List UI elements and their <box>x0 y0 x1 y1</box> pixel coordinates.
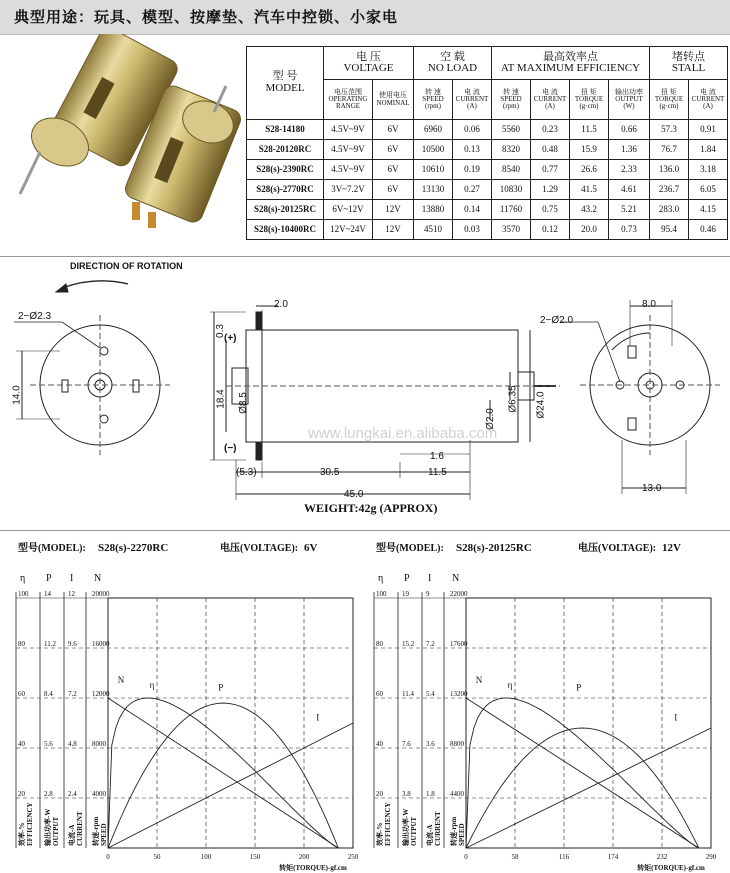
y-tick-label: 8.4 <box>44 690 53 698</box>
table-cell: 5560 <box>492 120 531 140</box>
x-tick-label: 250 <box>347 853 359 861</box>
y-tick-label: 100 <box>18 590 29 598</box>
y-caption-en: EFFICIENCY <box>26 802 34 846</box>
y-tick-label: 13200 <box>450 690 468 698</box>
current-curve <box>108 723 353 848</box>
y-caption: 效率-% <box>18 822 26 846</box>
table-cell: 0.91 <box>689 120 728 140</box>
y-tick-label: 8000 <box>92 740 106 748</box>
sub-noload-speed: 转 速 SPEED (rpm) <box>414 80 453 120</box>
y-tick-label: 4400 <box>450 790 464 798</box>
x-tick-label: 200 <box>298 853 310 861</box>
y-tick-label: 40 <box>18 740 25 748</box>
axis-symbol: I <box>70 573 74 584</box>
sub-eff-output: 输出功率 OUTPUT (W) <box>609 80 650 120</box>
y-tick-label: 1.8 <box>426 790 435 798</box>
table-row <box>247 180 728 200</box>
table-row <box>247 120 728 140</box>
y-tick-label: 5.4 <box>426 690 435 698</box>
table-cell: 6V <box>373 140 414 160</box>
dim-right-top: 8.0 <box>642 299 656 310</box>
table-cell: 43.2 <box>570 200 609 220</box>
spec-table-body <box>247 120 728 240</box>
dim-side-top-dim: 2.0 <box>274 299 288 310</box>
table-row <box>247 160 728 180</box>
dim-side-left-dim: 0.3 <box>214 324 226 338</box>
table-cell: 1.84 <box>689 140 728 160</box>
table-row <box>247 200 728 220</box>
axis-symbol: N <box>94 573 102 584</box>
y-tick-label: 7.2 <box>68 690 77 698</box>
y-caption: 效率-% <box>376 822 384 846</box>
y-tick-label: 12 <box>68 590 75 598</box>
sub-eff-torque: 扭 矩 TORQUE (g·cm) <box>570 80 609 120</box>
power-curve <box>108 703 338 848</box>
dim-d-85: Ø8.5 <box>237 392 249 414</box>
table-cell: 236.7 <box>650 180 689 200</box>
y-caption-en: OUTPUT <box>52 816 60 846</box>
table-cell: 6960 <box>414 120 453 140</box>
curve-label-eta: η <box>149 680 155 690</box>
speed-curve <box>466 698 699 848</box>
sub-stall-current: 电 流 CURRENT (A) <box>689 80 728 120</box>
chart-frame <box>108 598 353 848</box>
table-cell: 4.5V~9V <box>324 120 373 140</box>
x-tick-label: 174 <box>607 853 619 861</box>
y-tick-label: 100 <box>376 590 387 598</box>
table-cell: 11.5 <box>570 120 609 140</box>
curve-label-i: I <box>674 712 678 723</box>
sub-noload-current: 电 流 CURRENT (A) <box>453 80 492 120</box>
y-tick-label: 17600 <box>450 640 468 648</box>
model-cell: S28(s)-10400RC <box>247 220 324 240</box>
y-caption-en: SPEED <box>458 823 466 846</box>
y-tick-label: 16000 <box>92 640 110 648</box>
y-caption: 电流-A <box>426 824 434 846</box>
table-cell: 1.36 <box>609 140 650 160</box>
table-row <box>247 220 728 240</box>
table-cell: 0.06 <box>453 120 492 140</box>
section-divider-bottom <box>0 530 730 531</box>
table-cell: 4.5V~9V <box>324 160 373 180</box>
y-caption-en: SPEED <box>100 823 108 846</box>
application-title: 典型用途：玩具、模型、按摩垫、汽车中控锁、小家电 <box>14 8 399 26</box>
curve-label-i: I <box>316 712 320 723</box>
table-cell: 4510 <box>414 220 453 240</box>
header-model: 型 号 MODEL <box>247 47 324 120</box>
x-tick-label: 116 <box>558 853 570 861</box>
chart-voltage-value: 6V <box>304 542 318 554</box>
model-cell: S28(s)-2390RC <box>247 160 324 180</box>
curve-label-p: P <box>218 682 224 693</box>
table-cell: 11760 <box>492 200 531 220</box>
table-cell: 10830 <box>492 180 531 200</box>
x-tick-label: 0 <box>464 853 468 861</box>
table-cell: 136.0 <box>650 160 689 180</box>
dim-d-20: Ø2.0 <box>484 408 496 430</box>
y-tick-label: 7.2 <box>426 640 435 648</box>
y-caption-en: OUTPUT <box>410 816 418 846</box>
table-cell: 0.27 <box>453 180 492 200</box>
y-tick-label: 12000 <box>92 690 110 698</box>
chart-frame <box>466 598 711 848</box>
table-cell: 3V~7.2V <box>324 180 373 200</box>
axis-symbol: P <box>46 573 52 584</box>
power-curve <box>466 728 699 848</box>
chart-model-value: S28(s)-20125RC <box>456 542 532 554</box>
dim-right-bottom: 13.0 <box>642 483 662 494</box>
table-cell: 0.13 <box>453 140 492 160</box>
table-cell: 20.0 <box>570 220 609 240</box>
sub-nominal: 使用电压 NOMINAL <box>373 80 414 120</box>
dim-d-53: (5.3) <box>236 467 257 478</box>
chart-voltage-label: 电压(VOLTAGE): <box>220 543 299 554</box>
table-cell: 5.21 <box>609 200 650 220</box>
model-cell: S28-20120RC <box>247 140 324 160</box>
chart-model-label: 型号(MODEL): <box>376 543 444 554</box>
model-cell: S28-14180 <box>247 120 324 140</box>
header-maxeff: 最高效率点 AT MAXIMUM EFFICIENCY <box>492 47 650 80</box>
y-caption-en: CURRENT <box>434 811 442 846</box>
table-cell: 6V <box>373 160 414 180</box>
table-cell: 0.48 <box>531 140 570 160</box>
table-cell: 76.7 <box>650 140 689 160</box>
dim-right-hole: 2−Ø2.0 <box>540 315 574 326</box>
axis-symbol: P <box>404 573 410 584</box>
sub-eff-speed: 转 速 SPEED (rpm) <box>492 80 531 120</box>
table-cell: 0.14 <box>453 200 492 220</box>
y-tick-label: 20000 <box>92 590 110 598</box>
table-cell: 3.18 <box>689 160 728 180</box>
table-cell: 6.05 <box>689 180 728 200</box>
table-cell: 0.73 <box>609 220 650 240</box>
table-cell: 13880 <box>414 200 453 220</box>
y-tick-label: 20 <box>376 790 383 798</box>
table-cell: 41.5 <box>570 180 609 200</box>
efficiency-curve <box>466 698 699 848</box>
y-caption: 转速-rpm <box>92 816 100 846</box>
y-tick-label: 11.2 <box>44 640 56 648</box>
dim-minus: (−) <box>224 443 237 454</box>
y-tick-label: 2.4 <box>68 790 77 798</box>
sub-eff-current: 电 流 CURRENT (A) <box>531 80 570 120</box>
x-axis-label: 转矩(TORQUE)-gf.cm <box>637 864 705 872</box>
table-cell: 12V <box>373 220 414 240</box>
table-cell: 8540 <box>492 160 531 180</box>
table-row <box>247 140 728 160</box>
dim-weight: WEIGHT:42g (APPROX) <box>304 501 438 515</box>
axis-symbol: I <box>428 573 432 584</box>
y-tick-label: 3.6 <box>426 740 435 748</box>
y-tick-label: 40 <box>376 740 383 748</box>
chart-model-value: S28(s)-2270RC <box>98 542 169 554</box>
y-tick-label: 3.8 <box>402 790 411 798</box>
dim-plus: (+) <box>224 333 237 344</box>
y-tick-label: 5.6 <box>44 740 53 748</box>
table-cell: 0.23 <box>531 120 570 140</box>
curve-label-p: P <box>576 682 582 693</box>
y-tick-label: 2.8 <box>44 790 53 798</box>
y-tick-label: 11.4 <box>402 690 414 698</box>
y-tick-label: 19 <box>402 590 409 598</box>
table-cell: 2.33 <box>609 160 650 180</box>
table-cell: 4.61 <box>609 180 650 200</box>
axis-symbol: N <box>452 573 460 584</box>
dim-d-115: 11.5 <box>428 467 447 478</box>
y-tick-label: 80 <box>376 640 383 648</box>
table-cell: 6V~12V <box>324 200 373 220</box>
x-tick-label: 0 <box>106 853 110 861</box>
table-cell: 0.77 <box>531 160 570 180</box>
y-caption: 输出功率-W <box>44 808 52 846</box>
current-curve <box>466 728 711 848</box>
table-cell: 283.0 <box>650 200 689 220</box>
table-cell: 4.15 <box>689 200 728 220</box>
table-cell: 13130 <box>414 180 453 200</box>
dim-watermark: www.lungkai.en.alibaba.com <box>308 425 498 442</box>
y-tick-label: 4.8 <box>68 740 77 748</box>
x-tick-label: 58 <box>511 853 519 861</box>
y-tick-label: 7.6 <box>402 740 411 748</box>
table-cell: 0.03 <box>453 220 492 240</box>
sub-range: 电压范围 OPERATING RANGE <box>324 80 373 120</box>
dim-d-305: 30.5 <box>320 467 340 478</box>
table-cell: 57.3 <box>650 120 689 140</box>
table-cell: 6V <box>373 180 414 200</box>
section-divider-top <box>0 256 730 257</box>
header-band <box>0 0 730 35</box>
dim-d-184: 18.4 <box>215 389 227 409</box>
y-tick-label: 9 <box>426 590 430 598</box>
y-tick-label: 20 <box>18 790 25 798</box>
chart-voltage-value: 12V <box>662 542 681 554</box>
y-caption: 输出功率-W <box>402 808 410 846</box>
header-stall: 堵转点 STALL <box>650 47 728 80</box>
motor-photo <box>2 34 244 234</box>
y-tick-label: 4000 <box>92 790 106 798</box>
y-tick-label: 80 <box>18 640 25 648</box>
x-tick-label: 100 <box>200 853 212 861</box>
x-tick-label: 290 <box>705 853 717 861</box>
dim-left-dim: 14.0 <box>11 385 23 405</box>
x-tick-label: 150 <box>249 853 261 861</box>
table-cell: 12V~24V <box>324 220 373 240</box>
efficiency-curve <box>108 698 338 848</box>
table-cell: 0.19 <box>453 160 492 180</box>
table-cell: 95.4 <box>650 220 689 240</box>
y-caption-en: EFFICIENCY <box>384 802 392 846</box>
model-cell: S28(s)-20125RC <box>247 200 324 220</box>
speed-curve <box>108 698 338 848</box>
x-tick-label: 232 <box>656 853 668 861</box>
table-cell: 15.9 <box>570 140 609 160</box>
y-tick-label: 9.6 <box>68 640 77 648</box>
dim-d-16: 1.6 <box>430 451 444 462</box>
y-caption: 转速-rpm <box>450 816 458 846</box>
y-caption-en: CURRENT <box>76 811 84 846</box>
header-noload: 空 载 NO LOAD <box>414 47 492 80</box>
model-cell: S28(s)-2770RC <box>247 180 324 200</box>
sub-stall-torque: 扭 矩 TORQUE (g·cm) <box>650 80 689 120</box>
axis-symbol: η <box>378 573 384 584</box>
table-cell: 26.6 <box>570 160 609 180</box>
table-cell: 10500 <box>414 140 453 160</box>
curve-label-n: N <box>117 675 125 685</box>
table-cell: 0.75 <box>531 200 570 220</box>
y-tick-label: 15.2 <box>402 640 415 648</box>
table-cell: 6V <box>373 120 414 140</box>
table-cell: 0.12 <box>531 220 570 240</box>
table-cell: 1.29 <box>531 180 570 200</box>
x-axis-label: 转矩(TORQUE)-gf.cm <box>279 864 347 872</box>
y-caption: 电流-A <box>68 824 76 846</box>
y-tick-label: 60 <box>376 690 383 698</box>
chart-voltage-label: 电压(VOLTAGE): <box>578 543 657 554</box>
y-tick-label: 14 <box>44 590 51 598</box>
dim-left-hole: 2−Ø2.3 <box>18 311 52 322</box>
y-tick-label: 60 <box>18 690 25 698</box>
table-cell: 0.66 <box>609 120 650 140</box>
y-tick-label: 8800 <box>450 740 464 748</box>
curve-label-n: N <box>475 675 483 685</box>
table-cell: 8320 <box>492 140 531 160</box>
dim-d-635: Ø6.35 <box>507 385 519 413</box>
dim-d-240: Ø24.0 <box>535 391 547 419</box>
header-voltage: 电 压 VOLTAGE <box>324 47 414 80</box>
curve-label-eta: η <box>507 680 513 690</box>
table-cell: 3570 <box>492 220 531 240</box>
dim-rotation-title: DIRECTION OF ROTATION <box>70 261 183 271</box>
chart-model-label: 型号(MODEL): <box>18 543 86 554</box>
table-cell: 0.46 <box>689 220 728 240</box>
table-cell: 12V <box>373 200 414 220</box>
dim-d-450: 45.0 <box>344 489 364 500</box>
axis-symbol: η <box>20 573 26 584</box>
table-cell: 10610 <box>414 160 453 180</box>
x-tick-label: 50 <box>153 853 161 861</box>
y-tick-label: 22000 <box>450 590 468 598</box>
spec-table <box>246 46 728 240</box>
table-cell: 4.5V~9V <box>324 140 373 160</box>
